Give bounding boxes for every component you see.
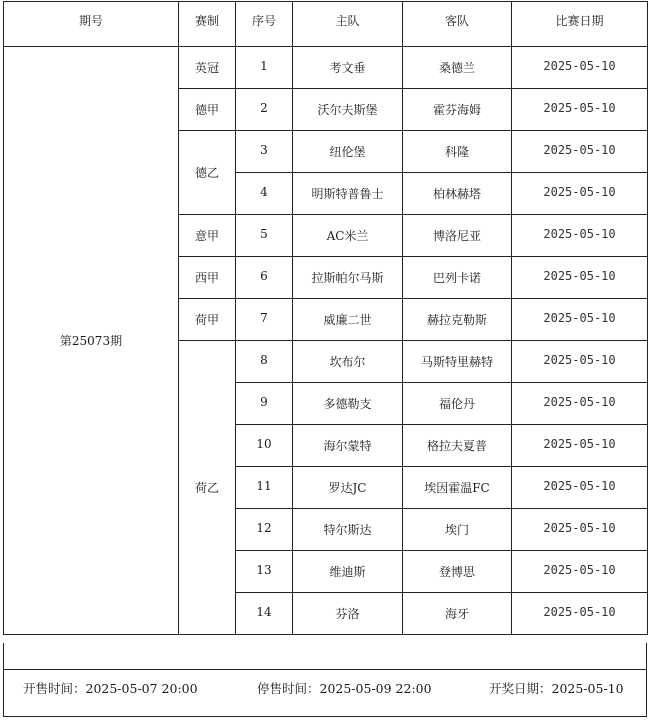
match-no: 11	[236, 467, 293, 509]
away-team: 柏林赫塔	[403, 173, 512, 215]
league-cell: 意甲	[179, 215, 236, 257]
header-away: 客队	[403, 2, 512, 47]
match-no: 8	[236, 341, 293, 383]
league-cell: 英冠	[179, 47, 236, 89]
header-issue: 期号	[4, 2, 179, 47]
home-team: AC米兰	[293, 215, 403, 257]
match-no: 12	[236, 509, 293, 551]
away-team: 埃门	[403, 509, 512, 551]
home-team: 考文垂	[293, 47, 403, 89]
league-cell: 荷乙	[179, 341, 236, 635]
home-team: 维迪斯	[293, 551, 403, 593]
away-team: 海牙	[403, 593, 512, 635]
league-cell: 德甲	[179, 89, 236, 131]
header-league: 赛制	[179, 2, 236, 47]
header-home: 主队	[293, 2, 403, 47]
home-team: 沃尔夫斯堡	[293, 89, 403, 131]
home-team: 拉斯帕尔马斯	[293, 257, 403, 299]
match-date: 2025-05-10	[512, 215, 648, 257]
away-team: 马斯特里赫特	[403, 341, 512, 383]
match-date: 2025-05-10	[512, 89, 648, 131]
match-no: 7	[236, 299, 293, 341]
home-team: 海尔蒙特	[293, 425, 403, 467]
match-date: 2025-05-10	[512, 341, 648, 383]
away-team: 科隆	[403, 131, 512, 173]
sale-stop-time: 停售时间：2025-05-09 22:00	[257, 681, 432, 696]
away-team: 赫拉克勒斯	[403, 299, 512, 341]
away-team: 格拉夫夏普	[403, 425, 512, 467]
match-no: 14	[236, 593, 293, 635]
match-no: 4	[236, 173, 293, 215]
match-no: 13	[236, 551, 293, 593]
match-date: 2025-05-10	[512, 299, 648, 341]
match-no: 2	[236, 89, 293, 131]
blank-row	[3, 643, 647, 670]
sale-info-footer	[3, 670, 647, 717]
away-team: 博洛尼亚	[403, 215, 512, 257]
home-team: 坎布尔	[293, 341, 403, 383]
match-date: 2025-05-10	[512, 425, 648, 467]
match-no: 10	[236, 425, 293, 467]
match-no: 6	[236, 257, 293, 299]
away-team: 登博思	[403, 551, 512, 593]
home-team: 纽伦堡	[293, 131, 403, 173]
home-team: 多德勒支	[293, 383, 403, 425]
issue-number: 第25073期	[4, 47, 179, 635]
sale-start-time: 开售时间：2025-05-07 20:00	[23, 681, 198, 696]
home-team: 特尔斯达	[293, 509, 403, 551]
match-no: 5	[236, 215, 293, 257]
home-team: 芬洛	[293, 593, 403, 635]
draw-date: 开奖日期：2025-05-10	[489, 681, 624, 696]
away-team: 福伦丹	[403, 383, 512, 425]
match-date: 2025-05-10	[512, 551, 648, 593]
match-date: 2025-05-10	[512, 131, 648, 173]
home-team: 明斯特普鲁士	[293, 173, 403, 215]
league-cell: 德乙	[179, 131, 236, 215]
match-date: 2025-05-10	[512, 173, 648, 215]
match-no: 3	[236, 131, 293, 173]
league-cell: 荷甲	[179, 299, 236, 341]
home-team: 罗达JC	[293, 467, 403, 509]
match-no: 1	[236, 47, 293, 89]
header-date: 比赛日期	[512, 2, 648, 47]
home-team: 威廉二世	[293, 299, 403, 341]
match-date: 2025-05-10	[512, 257, 648, 299]
away-team: 埃因霍温FC	[403, 467, 512, 509]
header-row	[4, 2, 648, 47]
away-team: 巴列卡诺	[403, 257, 512, 299]
header-no: 序号	[236, 2, 293, 47]
match-date: 2025-05-10	[512, 383, 648, 425]
match-date: 2025-05-10	[512, 593, 648, 635]
match-schedule-table	[3, 1, 648, 635]
league-cell: 西甲	[179, 257, 236, 299]
away-team: 桑德兰	[403, 47, 512, 89]
match-date: 2025-05-10	[512, 467, 648, 509]
table-row	[4, 47, 648, 89]
away-team: 霍芬海姆	[403, 89, 512, 131]
match-date: 2025-05-10	[512, 509, 648, 551]
match-date: 2025-05-10	[512, 47, 648, 89]
match-no: 9	[236, 383, 293, 425]
